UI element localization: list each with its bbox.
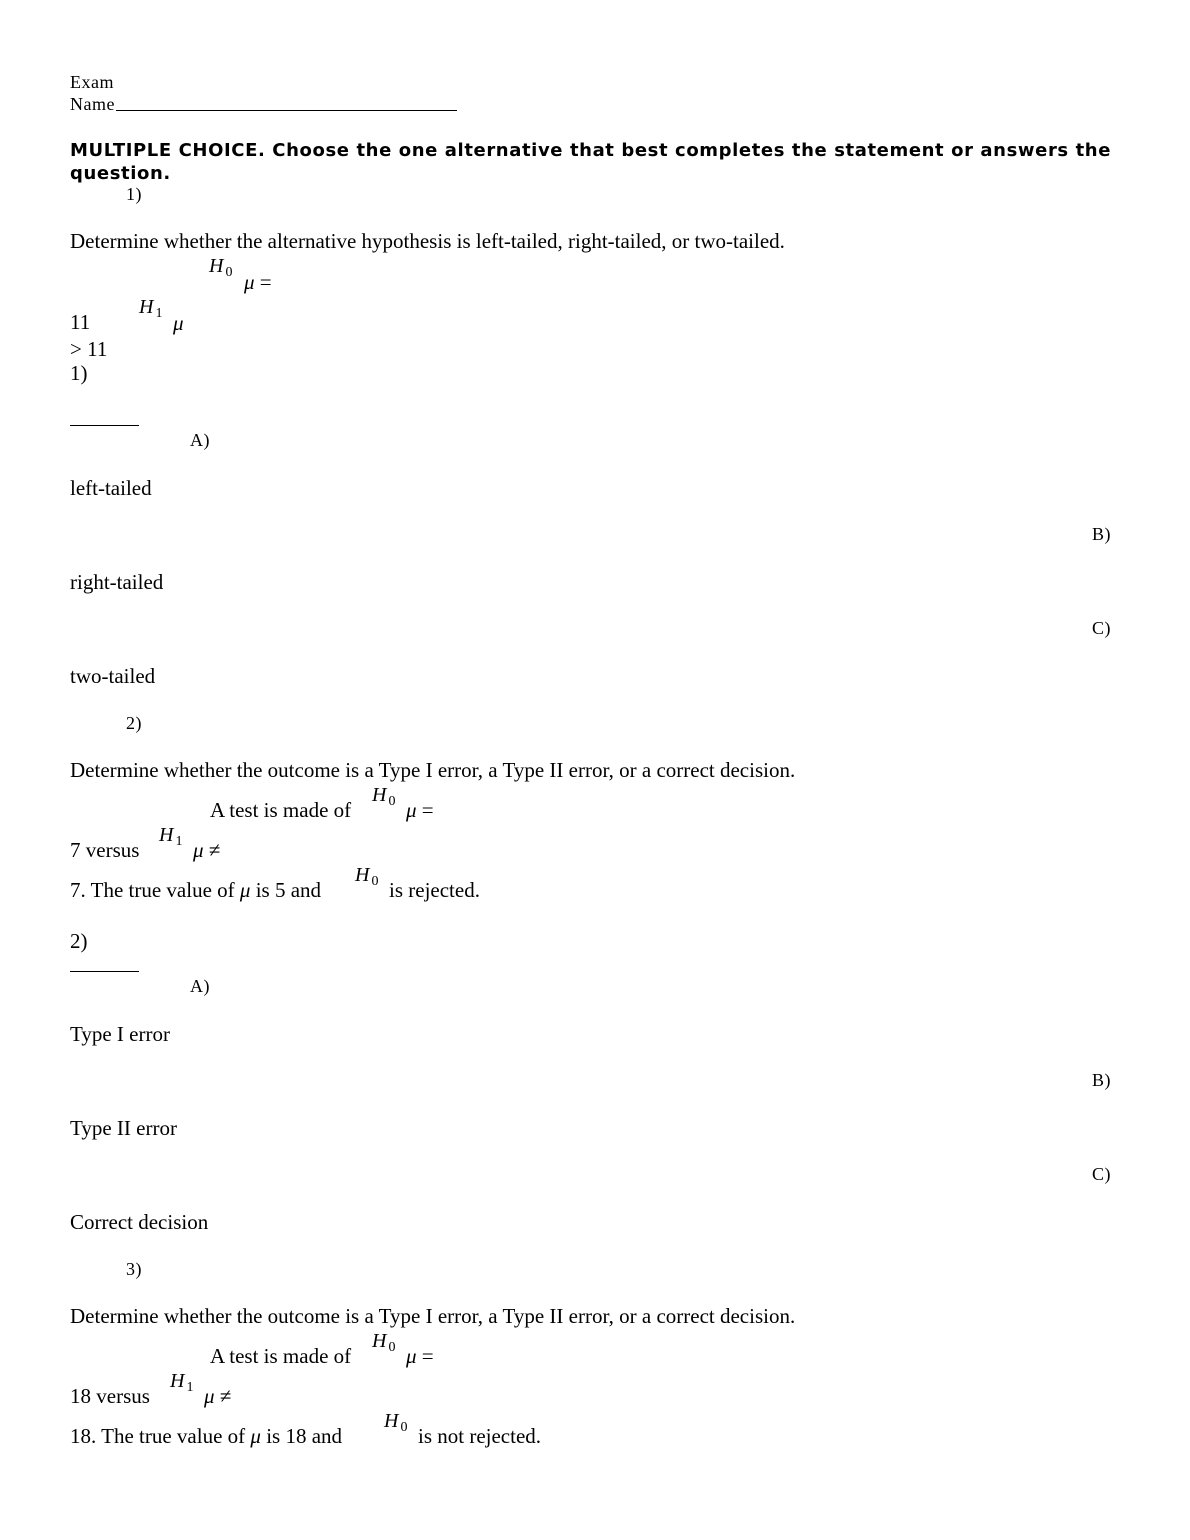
- h0-symbol: H $_0$: [372, 784, 396, 809]
- h0-symbol: H $_0$: [355, 864, 379, 889]
- q1-number-repeat: 1): [70, 361, 88, 385]
- q3-test-text: A test is made of: [210, 1344, 352, 1368]
- q3-prompt: Determine whether the outcome is a Type I error, a Type II error, or a correct decision.: [70, 1304, 796, 1328]
- q2-option-b-text: Type II error: [70, 1116, 177, 1140]
- q3-null-hypothesis: μ =: [406, 1344, 434, 1368]
- q2-option-b-label[interactable]: B): [1092, 1070, 1111, 1090]
- h1-symbol: H $_1$: [159, 824, 183, 849]
- q1-option-b-text: right-tailed: [70, 570, 164, 594]
- q2-true-value-line: 7. The true value of μ is 5 and: [70, 878, 322, 902]
- q1-option-a-text: left-tailed: [70, 476, 152, 500]
- name-label: Name: [70, 94, 115, 114]
- q2-option-a-text: Type I error: [70, 1022, 170, 1046]
- q3-versus-text: 18 versus: [70, 1384, 150, 1408]
- exam-title: Exam: [70, 72, 114, 92]
- h1-symbol: H $_1$: [170, 1370, 194, 1395]
- q2-number-repeat: 2): [70, 929, 88, 953]
- q1-null-hypothesis: μ =: [244, 270, 272, 294]
- q2-test-text: A test is made of: [210, 798, 352, 822]
- q1-option-a-label[interactable]: A): [190, 430, 210, 450]
- q1-answer-blank[interactable]: [70, 425, 139, 426]
- q2-answer-blank[interactable]: [70, 971, 139, 972]
- name-field-line[interactable]: [116, 110, 457, 111]
- q1-alt-value: > 11: [70, 337, 108, 361]
- q2-null-hypothesis: μ =: [406, 798, 434, 822]
- q1-option-c-label[interactable]: C): [1092, 618, 1111, 638]
- mu-symbol: μ: [173, 311, 184, 335]
- q2-number: 2): [126, 713, 142, 733]
- q3-true-value-line: 18. The true value of μ is 18 and: [70, 1424, 343, 1448]
- q1-option-b-label[interactable]: B): [1092, 524, 1111, 544]
- q2-outcome-text: is rejected.: [389, 878, 480, 902]
- h0-symbol: H $_0$: [209, 255, 233, 280]
- q2-option-c-label[interactable]: C): [1092, 1164, 1111, 1184]
- q2-versus-text: 7 versus: [70, 838, 140, 862]
- q3-outcome-text: is not rejected.: [418, 1424, 542, 1448]
- h1-symbol: H $_1$: [139, 296, 163, 321]
- h0-symbol: H $_0$: [372, 1330, 396, 1355]
- q2-alt-hypothesis: μ ≠: [193, 838, 221, 862]
- q2-prompt: Determine whether the outcome is a Type I error, a Type II error, or a correct decision.: [70, 758, 796, 782]
- q2-option-c-text: Correct decision: [70, 1210, 209, 1234]
- q1-option-c-text: two-tailed: [70, 664, 156, 688]
- h0-symbol: H $_0$: [384, 1410, 408, 1435]
- q3-alt-hypothesis: μ ≠: [204, 1384, 232, 1408]
- q1-line-value: 11: [70, 310, 91, 334]
- q1-prompt: Determine whether the alternative hypothesis is left-tailed, right-tailed, or two-tailed.: [70, 229, 785, 253]
- q3-number: 3): [126, 1259, 142, 1279]
- q1-number: 1): [126, 184, 142, 204]
- q2-option-a-label[interactable]: A): [190, 976, 210, 996]
- section-header: MULTIPLE CHOICE. Choose the one alternative that best completes the statement or answers the question.: [70, 140, 1112, 184]
